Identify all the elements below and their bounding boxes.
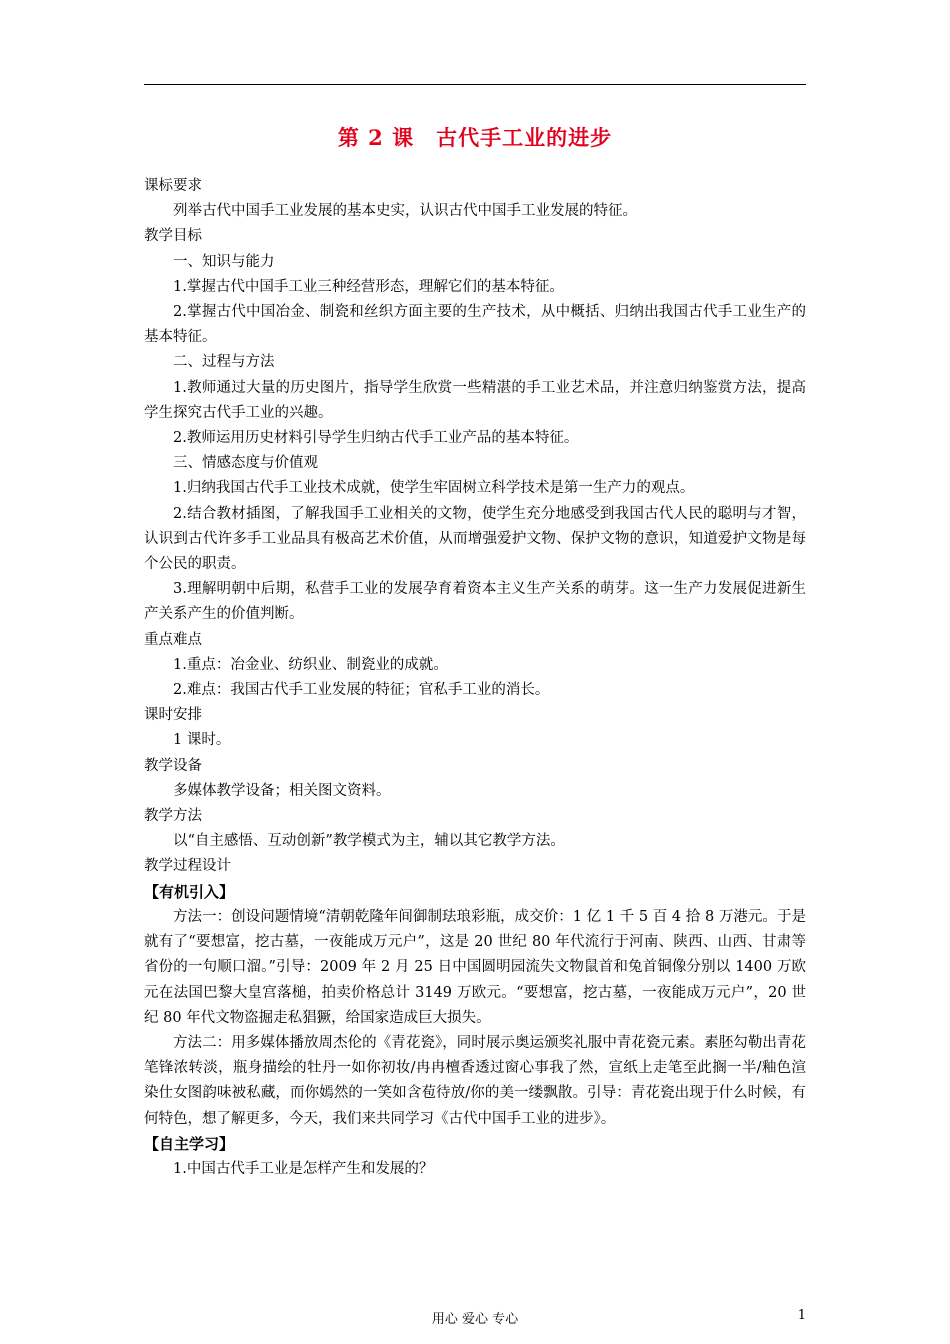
paragraph: 1.归纳我国古代手工业技术成就，使学生牢固树立科学技术是第一生产力的观点。 <box>173 480 695 497</box>
section-heading: 教学方法 <box>144 808 202 825</box>
paragraph: 2.掌握古代中国冶金、制瓷和丝织方面主要的生产技术，从中概括、归纳出我国古代手工业生产的基本特征。 <box>144 304 806 346</box>
bold-section-heading: 【有机引入】 <box>144 882 235 901</box>
paragraph: 3.理解明朝中后期，私营手工业的发展孕育着资本主义生产关系的萌芽。这一生产力发展促进新生产关系产生的价值判断。 <box>144 581 806 623</box>
paragraph: 1.中国古代手工业是怎样产生和发展的？ <box>173 1160 434 1177</box>
document-body <box>144 174 806 1182</box>
paragraph: 二、过程与方法 <box>173 354 275 371</box>
paragraph: 1.重点：冶金业、纺织业、制瓷业的成就。 <box>173 656 448 673</box>
paragraph: 2.难点：我国古代手工业发展的特征；官私手工业的消长。 <box>173 682 550 699</box>
footer-text: 用心 爱心 专心 <box>431 1312 519 1327</box>
section-heading: 课标要求 <box>144 178 202 194</box>
paragraph: 一、知识与能力 <box>173 253 275 270</box>
section-heading: 教学过程设计 <box>144 858 231 875</box>
paragraph: 方法二：用多媒体播放周杰伦的《青花瓷》，同时展示奥运颁奖礼服中青花瓷元素。素胚勾勒出青花笔锋浓转淡，瓶身描绘的牡丹一如你初妆/冉冉檀香透过窗心事我了然，宣纸上走笔至此搁一半/釉色渲染仕女图韵味被私藏，而你嫣然的一笑如含苞待放/你的美一缕飘散。引导：青花瓷出现于什么时候，有何特色，想了解更多，今天，我们来共同学习《古代中国手工业的进步》。 <box>144 1034 806 1127</box>
section-heading: 重点难点 <box>144 631 202 648</box>
section-heading: 教学目标 <box>144 228 202 245</box>
paragraph: 1 课时。 <box>173 732 231 749</box>
paragraph: 方法一：创设问题情境“清朝乾隆年间御制珐琅彩瓶，成交价：1 亿 1 千 5 百 4 拾 8 万港元。于是就有了“要想富，挖古墓，一夜能成万元户”，这是 20 世纪 80 年代流行于河南、陕西、山西、甘肃等省份的一句顺口溜。”引导：2009 年 2 月 25 日中国圆明园流失文物鼠首和兔首铜像分别以 1400 万欧元在法国巴黎大皇宫落槌，拍卖价格总计 3149 万欧元。“要想富，挖古墓，一夜能成万元户”，20 世纪 80 年代文物盗掘走私猖獗，给国家造成巨大损失。 <box>144 908 806 1026</box>
paragraph: 1.教师通过大量的历史图片，指导学生欣赏一些精湛的手工业艺术品，并注意归纳鉴赏方法，提高学生探究古代手工业的兴趣。 <box>144 379 806 421</box>
paragraph: 2.教师运用历史材料引导学生归纳古代手工业产品的基本特征。 <box>173 430 579 447</box>
lesson-title: 第 2 课 古代手工业的进步 <box>337 125 613 150</box>
section-heading: 课时安排 <box>144 707 202 724</box>
paragraph: 1.掌握古代中国手工业三种经营形态，理解它们的基本特征。 <box>173 278 564 295</box>
section-heading: 教学设备 <box>144 757 202 774</box>
header-rule <box>144 84 806 85</box>
page-number: 1 <box>797 1308 806 1323</box>
paragraph: 2.结合教材插图，了解我国手工业相关的文物，使学生充分地感受到我国古代人民的聪明与才智，认识到古代许多手工业品具有极高艺术价值，从而增强爱护文物、保护文物的意识，知道爱护文物是每个公民的职责。 <box>144 505 806 573</box>
paragraph: 列举古代中国手工业发展的基本史实，认识古代中国手工业发展的特征。 <box>173 203 637 220</box>
bold-section-heading: 【自主学习】 <box>144 1134 235 1153</box>
paragraph: 多媒体教学设备；相关图文资料。 <box>173 782 391 799</box>
paragraph: 三、情感态度与价值观 <box>173 455 318 472</box>
paragraph: 以“自主感悟、互动创新”教学模式为主，辅以其它教学方法。 <box>173 833 565 850</box>
